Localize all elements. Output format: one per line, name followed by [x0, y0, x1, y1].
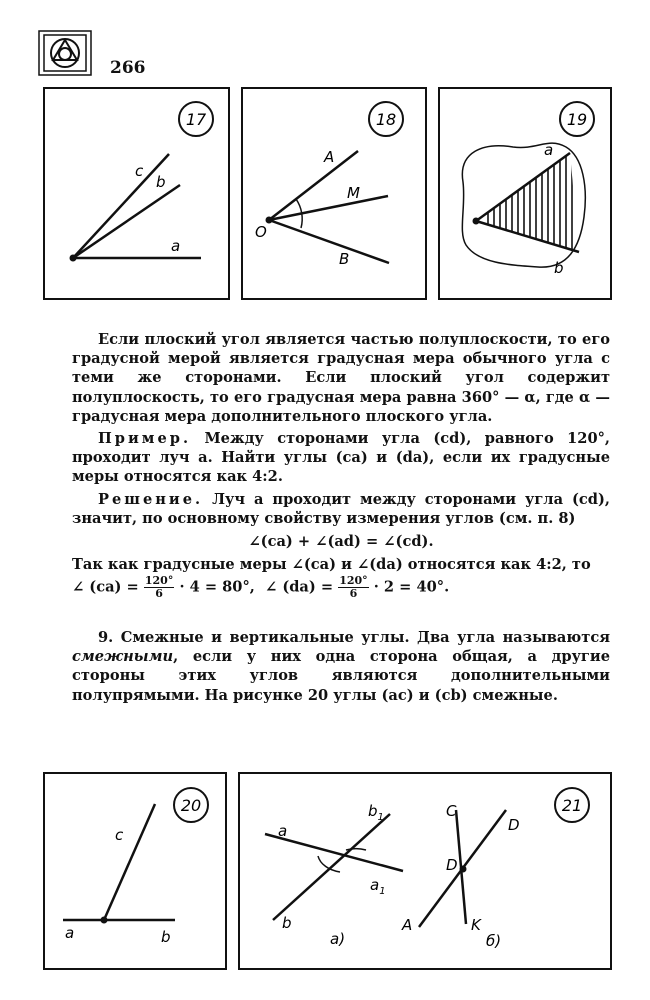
- label-c: c: [135, 162, 144, 180]
- label-b: b: [282, 914, 292, 932]
- calculation: ∠ (ca) = $\frac{120^\circ}{6}$ · 4 = 80°, ∠ (da) = $\frac{120^\circ}{6}$ · 2 = 40°.: [72, 574, 450, 601]
- label-O: O: [255, 223, 267, 241]
- term-adjacent: смежными: [72, 648, 174, 666]
- label-a: a: [65, 924, 75, 942]
- figure-17: [43, 87, 230, 300]
- figure-20: [43, 772, 227, 970]
- figure-number: 18: [375, 110, 397, 129]
- main-text: [72, 330, 610, 603]
- figure-19: [438, 87, 612, 300]
- label-b: b: [554, 259, 564, 277]
- section-title: 9. Смежные и вертикальные углы.: [98, 629, 410, 646]
- solution-text: Луч a проходит между сторонами угла (cd), значит, по основному свойству измерения углов (см. п. 8): [72, 490, 610, 527]
- label-C: C: [446, 802, 457, 820]
- part-a-label: а): [330, 930, 346, 948]
- figure-number: 21: [561, 796, 583, 815]
- figure-number: 17: [185, 110, 207, 129]
- label-M: M: [347, 184, 360, 202]
- page-number: 266: [110, 58, 146, 78]
- label-b1: $b_1$: [368, 802, 384, 823]
- figure-number: 19: [566, 110, 588, 129]
- label-A: A: [402, 916, 413, 934]
- label-a: a: [544, 141, 554, 159]
- equation: ∠(ca) + ∠(ad) = ∠(cd).: [248, 533, 434, 551]
- example-text: Между сторонами угла (cd), равного 120°, проходит луч a. Найти углы (ca) и (da), если их градусные меры относятся как 4:2.: [72, 430, 610, 486]
- paragraph-solution: [72, 490, 610, 528]
- paragraph-1: Если плоский угол является частью полуплоскости, то его градусной мерой является градусная мера обычного угла с теми же сторонами. Если плоский угол содержит полуплоскость, то его градусная мера равна 360° — α, где α — градусная мера дополнительного плоского угла.: [72, 331, 610, 425]
- label-b: b: [156, 173, 166, 191]
- label-a1: $a_1$: [370, 876, 386, 897]
- paragraph-example: [72, 429, 610, 487]
- section-9: 9. Смежные и вертикальные углы. Два угла называются смежными, если у них одна сторона общая, а другие стороны этих углов являются дополнительными полупрямыми. На рисунке 20 углы (ac) и (cb) смежные.: [72, 629, 610, 704]
- solution-label: Решение.: [98, 490, 204, 508]
- label-B: B: [339, 250, 350, 268]
- label-c: c: [115, 826, 124, 844]
- label-A: A: [324, 148, 335, 166]
- label-a: a: [171, 237, 181, 255]
- label-b: b: [161, 928, 171, 946]
- figure-21: [238, 772, 612, 970]
- label-D-mid: D: [446, 856, 458, 874]
- figure-number: 20: [180, 796, 202, 815]
- figure-18: [241, 87, 427, 300]
- paragraph-ratio: Так как градусные меры ∠(ca) и ∠(da) относятся как 4:2, то: [72, 556, 591, 574]
- label-K: K: [471, 916, 481, 934]
- book-logo-icon: [38, 30, 92, 76]
- part-b-label: б): [486, 932, 502, 950]
- label-a: a: [278, 822, 288, 840]
- example-label: Пример.: [98, 430, 192, 448]
- label-D-top: D: [508, 816, 520, 834]
